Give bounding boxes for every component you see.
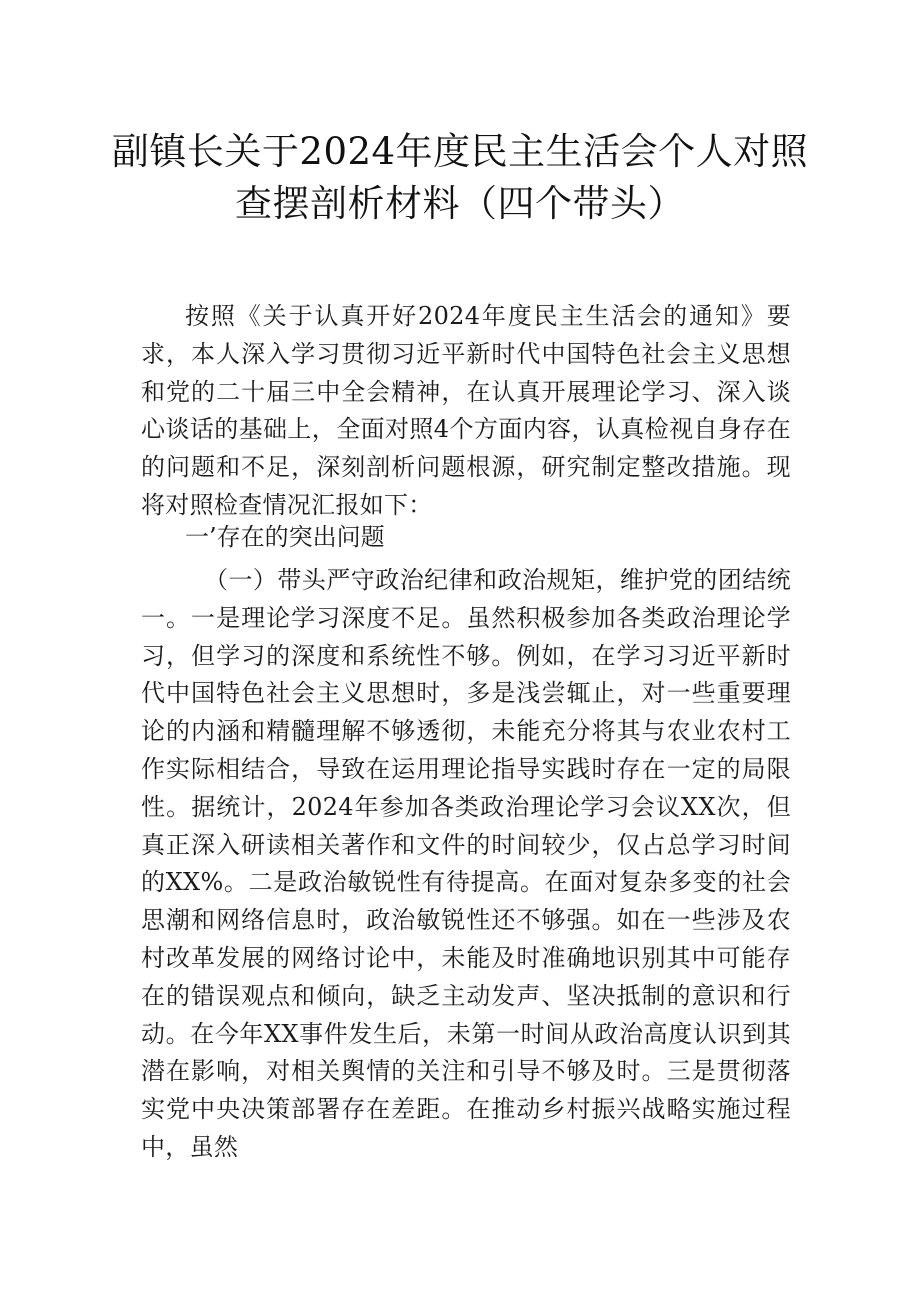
- document-title-line-1: 副镇长关于2024年度民主生活会个人对照: [111, 130, 809, 173]
- body-paragraph: （一）带头严守政治纪律和政治规矩，维护党的团结统一。一是理论学习深度不足。虽然积极参加各类政治理论学习，但学习的深度和系统性不够。例如，在学习习近平新时代中国特色社会主义思想时，多是浅尝辄止，对一些重要理论的内涵和精髓理解不够透彻，未能充分将其与农业农村工作实际相结合，导致在运用理论指导实践时存在一定的局限性。据统计，2024年参加各类政治理论学习会议XX次，但真正深入研读相关著作和文件的时间较少，仅占总学习时间的XX%。二是政治敏锐性有待提高。在面对复杂多变的社会思潮和网络信息时，政治敏锐性还不够强。如在一些涉及农村改革发展的网络讨论中，未能及时准确地识别其中可能存在的错误观点和倾向，缺乏主动发声、坚决抵制的意识和行动。在今年XX事件发生后，未第一时间从政治高度认识到其潜在影响，对相关舆情的关注和引导不够及时。三是贯彻落实党中央决策部署存在差距。在推动乡村振兴战略实施过程中，虽然: [141, 566, 791, 1161]
- section-heading: 一’存在的突出问题: [185, 523, 385, 551]
- intro-paragraph: 按照《关于认真开好2024年度民主生活会的通知》要求，本人深入学习贯彻习近平新时代中国特色社会主义思想和党的二十届三中全会精神，在认真开展理论学习、深入谈心谈话的基础上，全面对照4个方面内容，认真检视自身存在的问题和不足，深刻剖析问题根源，研究制定整改措施。现将对照检查情况汇报如下：: [141, 302, 791, 519]
- document-title-line-2: 查摆剖析材料（四个带头）: [235, 182, 685, 225]
